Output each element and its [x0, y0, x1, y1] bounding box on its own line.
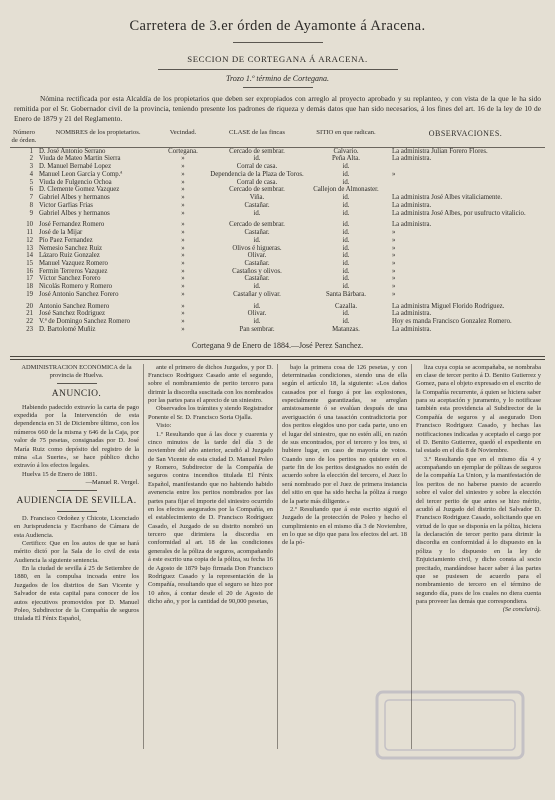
observaciones-cell: La administra. [392, 325, 432, 333]
owner-name: Pío Paez Fernandez [39, 236, 93, 244]
row-number: 4 [29, 170, 33, 178]
observaciones-cell [386, 163, 545, 171]
table-row [10, 210, 545, 218]
clase-cell: Olivar. [247, 252, 267, 260]
row-number: 19 [26, 290, 33, 298]
owner-name: D. José Antonio Serrano [39, 147, 106, 155]
vecindad-cell: » [181, 283, 185, 291]
sitio-cell: id. [342, 236, 350, 244]
table-row [10, 186, 545, 194]
clase-cell: Olivos é higueras. [232, 244, 282, 252]
clase-cell: id. [253, 236, 261, 244]
observaciones-cell: La administra Julian Forero Flores. [392, 147, 488, 155]
table-row [10, 283, 545, 291]
table-row [10, 291, 545, 299]
column-1 [10, 364, 144, 749]
table-row [10, 318, 545, 326]
tramo-divider [243, 87, 313, 88]
vecindad-cell: » [181, 325, 185, 333]
observaciones-cell: La administra. [392, 221, 432, 229]
column-3 [278, 364, 412, 749]
page-divider [10, 356, 545, 360]
sitio-cell: id. [342, 275, 350, 283]
clase-cell: id. [253, 302, 261, 310]
table-row [10, 237, 545, 245]
owner-name: Lázaro Ruiz Gonzalez [39, 252, 100, 260]
vecindad-cell: » [181, 302, 185, 310]
clase-cell: Olivar. [247, 310, 267, 318]
header-numero: Número de órden. [10, 129, 38, 147]
anuncio-text: Habiendo padecido extravío la carta de pago expedida por la Intervención de esta dependencia en 31 de Diciembre último, con los números 660 de la misma y 646 de la Caja, por valor de 75 pesetas, consignadas por D. José María Ruiz como depósito del registro de la mina «La Suerte», se hace público dicho extravío á los efectos legales. [14, 403, 139, 470]
intro-paragraph: Nómina rectificada por esta Alcaldía de los propietarios que deben ser expropiados con arreglo al proyecto aprobado y su replanteo, y con vista de la que le ha sido remitida por el Sr. Gobernador civil de la provincia, teniendo presente los padrones de riqueza y demás datos que han sido necesarios, á los fines del art. 16 de la ley de 10 de Enero de 1879 y 21 del Reglamento. [14, 94, 541, 123]
row-number: 2 [29, 155, 33, 163]
table-header-row [10, 129, 545, 147]
col2-text-3: Visto: [156, 422, 172, 430]
observaciones-cell: La administra Miguel Florido Rodriguez. [392, 302, 505, 310]
row-number: 12 [26, 236, 33, 244]
audiencia-text-2: Certifico: Que en los autos de que se hará mérito dictó por la Sala de lo civil de esta Audiencia la siguiente sentencia. [14, 539, 139, 564]
clase-cell: Dependencia de la Plaza de Toros. [210, 170, 304, 178]
column-4 [412, 364, 545, 749]
observaciones-cell: Hoy es manda Francisco Gonzalez Romero. [392, 318, 512, 326]
clase-cell: Castañar. [244, 259, 270, 267]
owner-name: José de la Mijar [39, 229, 83, 237]
table-row [10, 147, 545, 155]
header-clase: CLASE de las fincas [208, 129, 306, 147]
sitio-cell: Peña Alta. [332, 155, 360, 163]
owner-name: Viuda de Mateo Martin Sierra [39, 155, 121, 163]
row-number: 16 [26, 267, 33, 275]
col1-divider-2 [57, 490, 97, 491]
sitio-cell: id. [342, 194, 350, 202]
owner-name: José Antonio Sanchez Forero [39, 290, 119, 298]
row-number: 15 [26, 259, 33, 267]
row-number: 5 [29, 178, 33, 186]
table-row [10, 245, 545, 253]
sitio-cell: id. [342, 310, 350, 318]
col2-text-1: ante el primero de dichos Juzgados, y por D. Francisco Rodriguez Casado ante el segundo, sobre el nombramiento de perito tercero para dirimir la discordia suscitada con los nombrados por las partes para el aprecio de un siniestro. [148, 363, 273, 405]
table-row [10, 252, 545, 260]
vecindad-cell: » [181, 194, 185, 202]
observaciones-cell: » [392, 275, 396, 283]
owner-name: Antonio Sanchez Romero [39, 302, 110, 310]
row-number: 22 [26, 318, 33, 326]
vecindad-cell: » [181, 209, 185, 217]
sitio-cell: id. [342, 178, 350, 186]
col2-text-4: 1.º Resultando que á las doce y cuarenta y cinco minutos de la tarde del día 3 de noviembre del año anterior, acudió al Juzgado de San Vicente de esta ciudad D. Manuel Poleo y Romero, Subdirector de la Compañía de seguros contra incendios titulada El Fénix Español, manifestando que no habiendo habido avenencia entre los peritos nombrados por las partes para fijar el importe del siniestro ocurrido en los efectos asegurados por la Compañía, en el establecimiento de D. Francisco Rodriguez Casado, el Juzgado de su distrito nombró un tercero que dirimiera la discordia en conformidad al art. 18 de las condiciones generales de la póliza de seguros, acompañando á este escrito una copia de la póliza, su fecha 16 de Agosto de 1879 bajo firmada Don Francisco Rodriguez Casado y la representación de la Compañía, resultando que el seguro se hizo por 10 años, á contar desde el 20 de Agosto de dicho año, y por la cantidad de 90,000 pesetas, [148, 430, 273, 606]
clase-cell: Viña. [249, 194, 265, 202]
signature-line: Cortegana 9 de Enero de 1884.—José Perez Sanchez. [191, 340, 364, 350]
sitio-cell: id. [342, 201, 350, 209]
observaciones-cell: » [392, 283, 396, 291]
observaciones-cell: » [392, 267, 396, 275]
vecindad-cell: » [181, 221, 185, 229]
row-number: 14 [26, 252, 33, 260]
table-row [10, 310, 545, 318]
observaciones-cell: » [392, 244, 396, 252]
row-number: 17 [26, 275, 33, 283]
vecindad-cell: » [181, 229, 185, 237]
vecindad-cell: » [181, 186, 185, 194]
sitio-cell: id. [342, 267, 350, 275]
table-row [10, 202, 545, 210]
sitio-cell: id. [342, 318, 350, 326]
observaciones-cell: » [392, 229, 396, 237]
observaciones-cell: La administra. [392, 155, 432, 163]
sitio-cell: Callejon de Almonaster. [313, 186, 379, 194]
clase-cell: Corral de casa. [236, 178, 278, 186]
sitio-cell: id. [342, 221, 350, 229]
vecindad-cell: » [181, 290, 185, 298]
vecindad-cell: » [181, 259, 185, 267]
sitio-cell: id. [342, 229, 350, 237]
sitio-cell: id. [342, 209, 350, 217]
observaciones-cell: » [392, 252, 396, 260]
owner-name: Manuel Vazquez Romero [39, 259, 108, 267]
observaciones-cell: » [392, 236, 396, 244]
col1-divider-3 [57, 511, 97, 512]
owner-name: Manuel Leon García y Comp.ª [39, 170, 123, 178]
col3-text-1: bajo la primera cosa de 126 pesetas, y con determinadas condiciones, siendo una de ella según el artículo 18, la siguiente: «Los daños causados por el fuego á por las explosiones, especialmente garantizadas, se arreglan amistosamente ó se evalúan después de una averiguación ó una tasación contradictoria por dos peritos elegidos uno por cada parte, uno en el lugar del siniestro, que no estén allí, en razón de sus encontrados, por el tercero y los tres, si hubiere lugar, en caso de mayoría de votos. Cuando uno de los peritos no quisiere en el parte fin de los peritos designados no estén de acuerdo sobre la elección del tercero, el Juez lo será nombrado por el Juez de primera instancia del sitio en que ha sido hecha la póliza á ruego de la parte más diligente.» [282, 363, 407, 505]
row-number: 1 [29, 147, 33, 155]
table-row [10, 217, 545, 229]
row-number: 23 [26, 325, 33, 333]
admin-heading: ADMINISTRACION ECONÓMICA de la provincia de Huelva. [21, 363, 132, 379]
clase-cell: id. [253, 318, 261, 326]
anuncio-signature: —Manuel R. Vergel. [85, 479, 139, 487]
clase-cell: Cercado de sembrar. [229, 221, 285, 229]
clase-cell: id. [253, 155, 261, 163]
sitio-cell: Matanzas. [332, 325, 360, 333]
clase-cell: Corral de casa. [236, 163, 278, 171]
vecindad-cell: » [181, 155, 185, 163]
owner-name: José Fernandez Romero [39, 221, 105, 229]
table-row [10, 260, 545, 268]
owner-name: V.ª de Domingo Sanchez Romero [39, 318, 131, 326]
row-number: 9 [29, 209, 33, 217]
clase-cell: Pan sembrar. [239, 325, 275, 333]
header-nombres: NOMBRES de los propietarios. [38, 129, 158, 147]
vecindad-cell: » [181, 178, 185, 186]
table-row [10, 275, 545, 283]
table-row [10, 163, 545, 171]
table-row [10, 194, 545, 202]
owner-name: D. Clemente Gomez Vazquez [39, 186, 120, 194]
header-sitio: SITIO en que radican. [306, 129, 386, 147]
row-number: 20 [26, 302, 33, 310]
page-title: Carretera de 3.er órden de Ayamonte á Aracena. [129, 18, 426, 34]
vecindad-cell: » [181, 201, 185, 209]
vecindad-cell: » [181, 318, 185, 326]
clase-cell: id. [253, 283, 261, 291]
observaciones-cell: La administra José Albes vitaliciamente. [392, 194, 503, 202]
col4-text-2: 3.º Resultando que en el mismo día 4 y acompañando un ejemplar de pólizas de seguros de la compañía La Union, y la manifestación de los peritos de no haberse puesto de acuerdo sobre el valor del siniestro y sobre la elección del tercer perito de que antes se hizo mérito, acudió al Juzgado del distrito del Salvador D. Francisco Rodriguez Casado, solicitando que en virtud de lo que se disponía en la póliza, hiciera la declaración de tercer perito para dirimir la discordia en conformidad á lo dispuesto en la póliza y lo dispuesto en la ley de Enjuiciamiento civil, y dicho consta al socio precitado, mandándose hacer saber á las partes que se pusiesen de acuerdo para el nombramiento de tercero en el término de segundo día, pues de los cuales no diera cuenta para proveer las demás que correspondiera. [416, 455, 541, 606]
row-number: 11 [26, 229, 33, 237]
row-number: 7 [29, 194, 33, 202]
vecindad-cell: » [181, 275, 185, 283]
owner-name: Viuda de Fulgencio Ochoa [39, 178, 112, 186]
sitio-cell: id. [342, 163, 350, 171]
sitio-cell: id. [342, 170, 350, 178]
header-observaciones: OBSERVACIONES. [386, 129, 545, 147]
title-divider [233, 42, 323, 43]
clase-cell: Cercado de sembrar. [229, 147, 285, 155]
section-heading: SECCION DE CORTEGANA Á ARACENA. [187, 54, 368, 64]
sitio-cell: id. [342, 259, 350, 267]
anuncio-date: Huelva 15 de Enero de 1881. [22, 470, 98, 478]
text-columns [10, 364, 545, 749]
observaciones-cell: » [392, 170, 396, 178]
table-row [10, 179, 545, 187]
column-2 [144, 364, 278, 749]
owner-name: Victor Garfias Frias [39, 201, 93, 209]
col4-endnote: (Se concluirá). [502, 606, 541, 614]
row-number: 18 [26, 283, 33, 291]
table-body [10, 147, 545, 333]
owner-name: Fermin Terreros Vazquez [39, 267, 108, 275]
owner-name: D. Manuel Bernabé Lopez [39, 163, 112, 171]
owner-name: D. Bartolomé Muñiz [39, 325, 96, 333]
anuncio-heading: ANUNCIO. [51, 389, 102, 400]
col4-text-1: liza cuya copia se acompañaba, se nombraba en clase de tercer perito á D. Benito Gutierrez y Gomez, para el objeto expresado en el escrito de la Compañía recurrente, á quien se hiciera saber para su aceptación y juramento, y lo notificase también esta providencia al Subdirector de la Compañía de seguros y al asegurado Don Francisco Rodriguez Casado, y hechas las notificaciones indicadas y aceptado el cargo por el D. Benito Gutierrez, quedó el expediente en tal estado en el día 8 de Noviembre. [416, 363, 541, 455]
row-number: 3 [29, 163, 33, 171]
clase-cell: Castañar. [244, 201, 270, 209]
header-vecindad: Vecindad. [158, 129, 208, 147]
vecindad-cell: Cortegana. [168, 147, 198, 155]
table-row [10, 299, 545, 311]
col1-divider [57, 383, 97, 384]
observaciones-cell: » [392, 259, 396, 267]
clase-cell: Castañar. [244, 275, 270, 283]
observaciones-cell: La administra. [392, 310, 432, 318]
owners-table [10, 129, 545, 333]
vecindad-cell: » [181, 163, 185, 171]
audiencia-heading: AUDIENCIA DE SEVILLA. [16, 496, 137, 507]
owner-name: José Sanchez Rodriguez [39, 310, 106, 318]
observaciones-cell [386, 179, 545, 187]
vecindad-cell: » [181, 170, 185, 178]
owner-name: Nicolás Romero y Romero [39, 283, 113, 291]
owner-name: Víctor Sanchez Forero [39, 275, 101, 283]
clase-cell: Castaños y olivos. [232, 267, 282, 275]
observaciones-cell: La administra José Albes, por usufructo vitalicio. [392, 209, 526, 217]
vecindad-cell: » [181, 252, 185, 260]
clase-cell: Castañar. [244, 229, 270, 237]
clase-cell: Castañar y olivar. [233, 290, 281, 298]
owner-name: Gabriel Albes y hermanos [39, 209, 110, 217]
col2-text-2: Observados los trámites y siendo Registrador Ponente el Sr. D. Francisco Soria Ojalla. [148, 405, 273, 421]
table-row [10, 171, 545, 179]
row-number: 10 [26, 221, 33, 229]
vecindad-cell: » [181, 310, 185, 318]
owner-name: Gabriel Albes y hermanos [39, 194, 110, 202]
row-number: 13 [26, 244, 33, 252]
table-row [10, 268, 545, 276]
table-row [10, 229, 545, 237]
section-divider [158, 69, 398, 70]
clase-cell: id. [253, 209, 261, 217]
vecindad-cell: » [181, 236, 185, 244]
sitio-cell: Cazalla. [334, 302, 358, 310]
vecindad-cell: » [181, 267, 185, 275]
tramo-subheading: Trozo 1.º término de Cortegana. [225, 74, 330, 83]
observaciones-cell: La administra. [392, 201, 432, 209]
sitio-cell: id. [342, 252, 350, 260]
sitio-cell: Santa Bárbara. [325, 290, 366, 298]
vecindad-cell: » [181, 244, 185, 252]
table-row [10, 326, 545, 334]
observaciones-cell [386, 186, 545, 194]
owner-name: Nemesio Sanchez Ruiz [39, 244, 103, 252]
table-row [10, 155, 545, 163]
sitio-cell: id. [342, 283, 350, 291]
observaciones-cell: » [392, 290, 396, 298]
audiencia-text-3: En la ciudad de sevilla á 25 de Setiembre de 1880, en la compulsa incoada entre los Juzgados de los distritos de San Vicente y Salvador de esta capital para conocer de los autos ejecutivos promovidos por D. Manuel Poleo, Subdirector de la Compañía de seguros titulada El Fénix Español, [14, 565, 139, 623]
sitio-cell: Calvario. [333, 147, 359, 155]
audiencia-text-1: D. Francisco Ordoñez y Chicote, Licenciado en Jurisprudencia y Escribano de Cámara de esta Audiencia. [14, 514, 139, 539]
row-number: 8 [29, 201, 33, 209]
col3-text-2: 2.º Resultando que á este escrito siguió el Juzgado de la protección de Poleo y hecho el cumplimiento en el mismo día 3 de Noviembre, en lo que se dijo que para los efectos del art. 18 de la pó- [282, 505, 407, 547]
row-number: 6 [29, 186, 33, 194]
row-number: 21 [26, 310, 33, 318]
sitio-cell: id. [342, 244, 350, 252]
clase-cell: Cercado de sembrar. [229, 186, 285, 194]
